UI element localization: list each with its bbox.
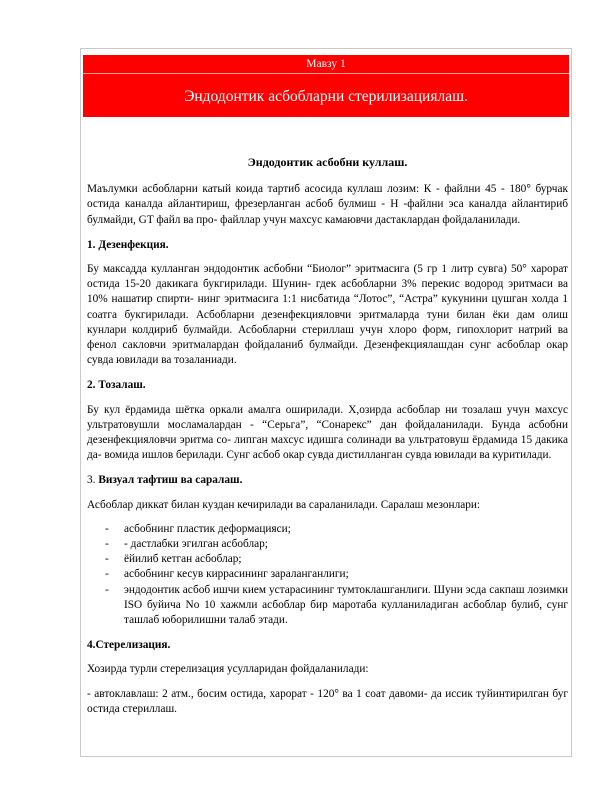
- section-number: 1.: [87, 238, 96, 251]
- document-title: Эндодонтик асбобни куллаш.: [247, 155, 408, 169]
- list-item: - - дастлабки эгилган асбоблар;: [87, 537, 568, 552]
- section-number: 3.: [87, 474, 96, 487]
- section-title: Дезенфекция.: [98, 238, 169, 251]
- section-heading-inspection: [87, 473, 568, 488]
- topic-banner: [83, 55, 569, 117]
- section-paragraph: Бу максадда кулланган эндодонтик асбобни “Биолог” эритмасига (5 гр 1 литр сувга) 50° харорат остида 15-20 дакикага букгирилади. Шунин- гдек асбобларни 3% перекис водород эритмаси ва 10% нашатир спирти- нинг эритмасига 1:1 нисбатида “Лотос”, “Астра” кукунини цушган холда 1 соатга букгирилади. Асбобларни дезенфекцияловчи эритмаларда туни билан ёки дам олиш кунлари колдириб булмайди. Асбобларни стериллаш учун хлоро форм, гипохлорит натрий ва фенол сакловчи эритмалардан фойдаланиб булмайди. Дезенфекциялашдан сунг асбоблар окар сувда ювилади ва тозаланиади.: [87, 263, 568, 367]
- list-item: - эндодонтик асбоб ишчи кием устарасининг тумтоклашганлиги. Шуни эсда сакпаш лозимки ISO буйича No 10 хажмли асбоблар бир маротаба кулланиладиган асбоблар булиб, сунг ташлаб юборилишни талаб этади.: [105, 583, 568, 627]
- section-heading-disinfection: [87, 238, 568, 253]
- intro-paragraph: Маълумки асбобларни катый коида тартиб асосида куллаш лозим: К - файлни 45 - 180° бурчак остида каналда айлантириш, фрезерланган асбоб булмиш - Н -файлни эса каналда айлантириб булмайди, GT файл ва про- файллар учун махсус камаювчи дастаклардан фойдаланилади.: [87, 183, 568, 226]
- section-title: Визуал тафтиш ва саралаш.: [98, 474, 243, 487]
- section-paragraph: Бу кул ёрдамида шётка оркали амалга оширилади. Х,озирда асбоблар ни тозалаш учун махсус ультратовушли мосламалардан - “Серьга”, “Сонарекс” дан фойдаланилади. Бунда асбобни дезенфекцияловчи эритма со- липган махсус идишга солинади ва ультратовуш ёрдамида 15 дакика да- вомида ишлов берилади. Сунг асбоб окар сувда дистилланган сувда ювилади ва куритилади.: [87, 403, 568, 462]
- list-item: - ёйилиб кетган асбоблар;: [87, 552, 568, 567]
- list-item: - асбобнинг кесув киррасининг зараланганлиги;: [87, 567, 568, 582]
- criteria-list: [87, 522, 568, 628]
- list-dash: -: [105, 553, 109, 566]
- topic-title: Эндодонтик асбобларни стерилизациялаш.: [184, 88, 468, 105]
- list-item: - асбобнинг пластик деформацияси;: [87, 522, 568, 537]
- section-number: 2.: [87, 379, 96, 392]
- section-heading-sterilization: [87, 638, 568, 653]
- banner-divider: [83, 73, 569, 74]
- section-number: 4.: [87, 639, 96, 652]
- list-dash: -: [105, 568, 109, 581]
- list-dash: -: [105, 583, 109, 596]
- section-paragraph: Асбоблар диккат билан куздан кечирилади ва сараланилади. Саралаш мезонлари:: [87, 498, 481, 511]
- list-dash: -: [105, 538, 109, 551]
- section-paragraph: Хозирда турли стерелизация усулларидан фойдаланилади:: [87, 663, 369, 676]
- section-heading-cleaning: [87, 378, 568, 393]
- section-paragraph: - автоклавлаш: 2 атм., босим остида, харорат - 120° ва 1 соат давоми- да иссик туйинтирилган буг остида стериллаш.: [87, 687, 568, 715]
- section-title: Тозалаш.: [98, 379, 146, 392]
- section-title: Стерелизация.: [95, 639, 171, 652]
- document-body: [87, 155, 568, 726]
- topic-label: Мавзу 1: [306, 58, 346, 70]
- list-dash: -: [105, 522, 109, 535]
